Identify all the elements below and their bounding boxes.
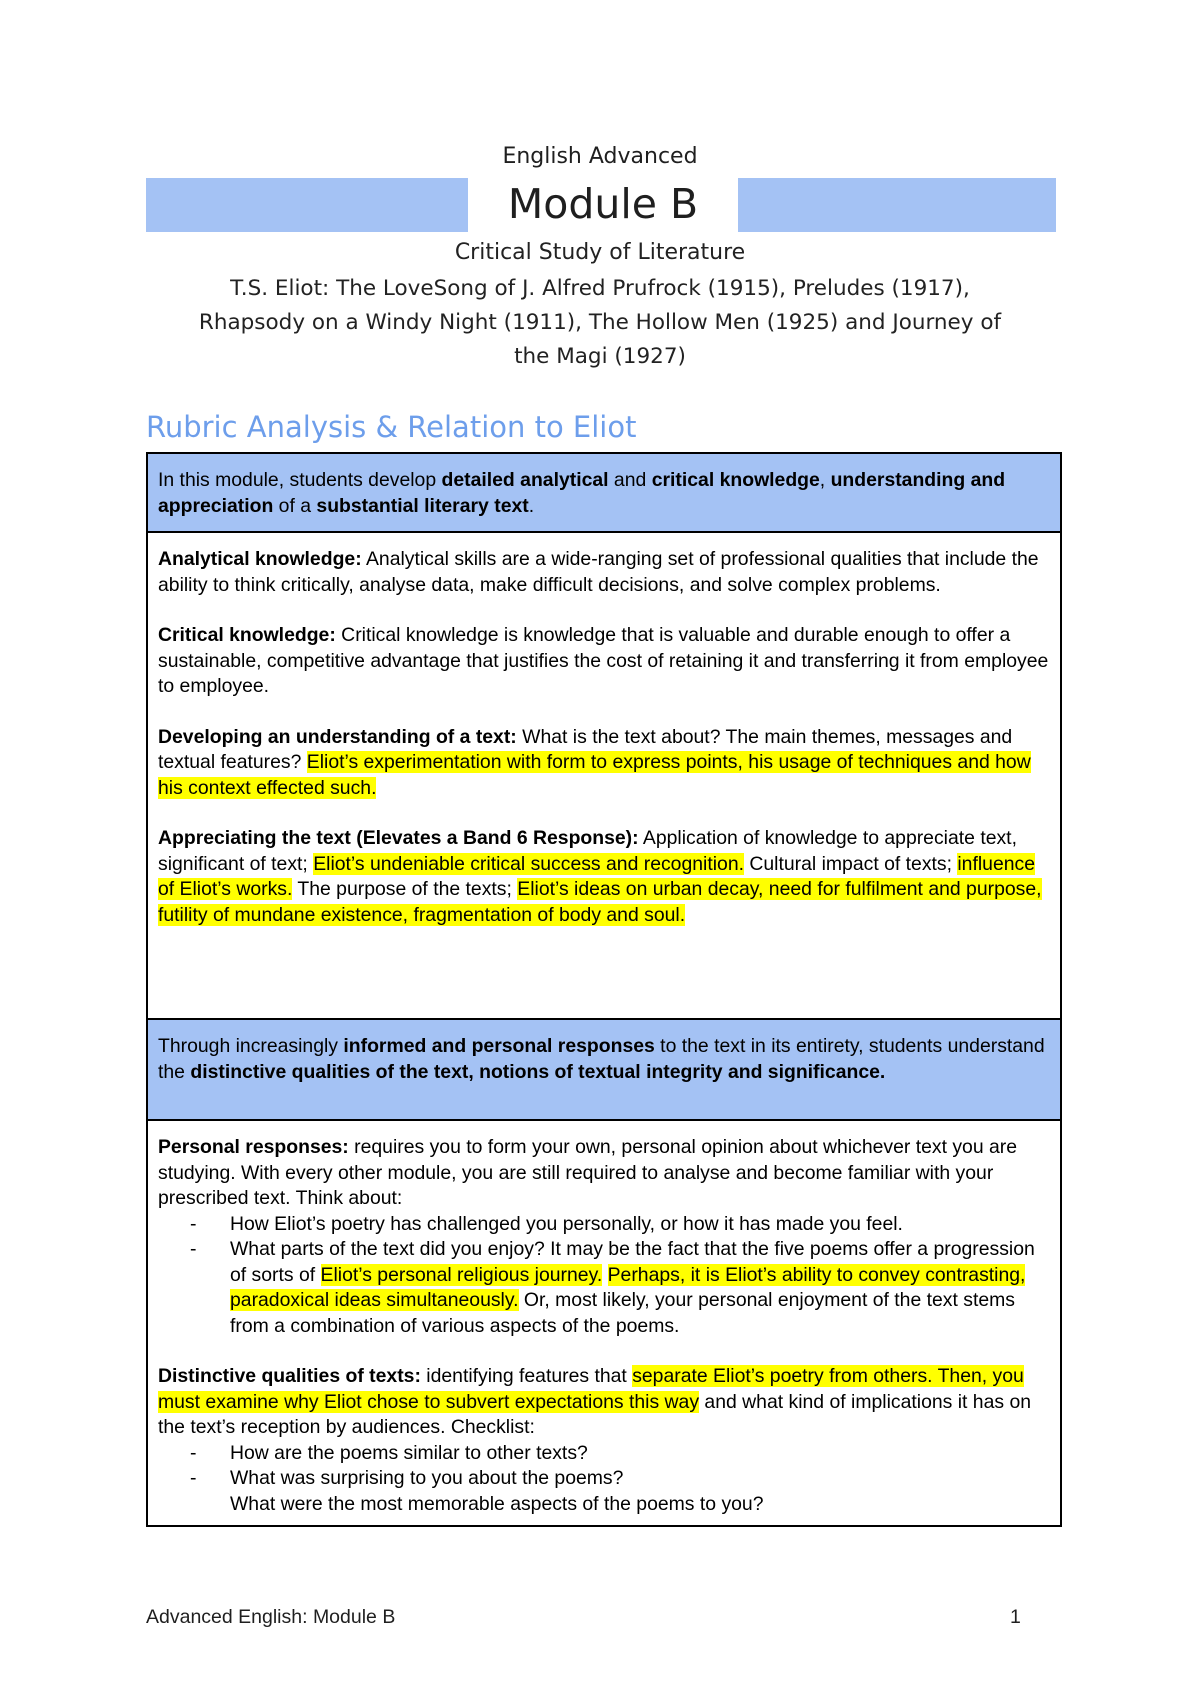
highlighted-text: influence of Eliot’s works. <box>158 852 1035 900</box>
developing-understanding-paragraph <box>158 725 1050 802</box>
text: What is the text about? The main themes, messages and textual features? <box>158 725 1013 773</box>
checklist-item <box>158 1466 1050 1492</box>
checklist-item-text: How are the poems similar to other texts? <box>230 1441 588 1464</box>
subject-label: English Advanced <box>502 144 698 169</box>
bold-text: detailed analytical <box>441 469 609 491</box>
bold-text: understanding and appreciation <box>158 469 1006 517</box>
bold-text: distinctive qualities of the text, notions of textual integrity and significance. <box>190 1060 886 1083</box>
rubric-table <box>146 452 1062 1527</box>
highlighted-text: Eliot’s personal religious journey. <box>320 1263 603 1286</box>
text: Critical knowledge is knowledge that is valuable and durable enough to offer a sustainable, competitive advantage that justifies the cost of retaining it and transferring it from employee to employee. <box>158 624 1049 697</box>
prescribed-texts-line: T.S. Eliot: The LoveSong of J. Alfred Prufrock (1915), Preludes (1917), <box>230 276 970 301</box>
personal-responses-paragraph <box>158 1135 1050 1212</box>
text: Through increasingly <box>158 1035 344 1057</box>
rubric-analysis-2 <box>148 1119 1060 1525</box>
checklist-item <box>158 1441 1050 1467</box>
prescribed-texts-line: the Magi (1927) <box>514 344 686 369</box>
distinctive-qualities-paragraph <box>158 1364 1050 1441</box>
text: and <box>608 469 652 491</box>
text: The purpose of the texts; <box>292 878 518 900</box>
list-item <box>158 1237 1050 1339</box>
appreciating-text-paragraph <box>158 826 1050 928</box>
term-label: Analytical knowledge: <box>158 548 362 570</box>
highlighted-text: Eliot’s experimentation with form to express points, his usage of techniques and how his context effected such. <box>158 751 1031 799</box>
checklist-item-text: What were the most memorable aspects of the poems to you? <box>230 1492 764 1515</box>
text <box>602 1264 607 1286</box>
prescribed-texts <box>140 272 1060 374</box>
text: Or, most likely, your personal enjoyment of the text stems from a combination of various aspects of the poems. <box>230 1289 1015 1337</box>
prescribed-texts-line: Rhapsody on a Windy Night (1911), The Hollow Men (1925) and Journey of <box>198 310 1002 335</box>
text: Analytical skills are a wide-ranging set of professional qualities that include the ability to think critically, analyse data, make difficult decisions, and solve complex problems. <box>158 548 1039 596</box>
footer-title: Advanced English: Module B <box>146 1606 396 1628</box>
rubric-statement-2 <box>148 1018 1060 1119</box>
text: of a <box>273 494 317 517</box>
rubric-analysis-1 <box>148 531 1060 1018</box>
term-label: Appreciating the text (Elevates a Band 6 Response): <box>158 827 639 849</box>
dash-bullet: - <box>190 1467 197 1489</box>
text: What parts of the text did you enjoy? It may be the fact that the five poems offer a progression of sorts of <box>230 1238 1035 1286</box>
bold-text: substantial literary text <box>316 494 529 517</box>
title-band-left <box>146 178 468 232</box>
dash-bullet: - <box>190 1212 197 1235</box>
bold-text: informed and personal responses <box>343 1035 655 1057</box>
text: to the text in its entirety, students understand the <box>158 1035 1045 1083</box>
page-number: 1 <box>1010 1606 1021 1628</box>
text: . <box>528 494 535 517</box>
text: In this module, students develop <box>158 469 442 491</box>
dash-bullet: - <box>190 1238 197 1260</box>
rubric-statement-1 <box>148 454 1060 531</box>
list-item-text: How Eliot’s poetry has challenged you personally, or how it has made you feel. <box>230 1212 903 1235</box>
text: , <box>819 469 831 491</box>
term-label: Distinctive qualities of texts: <box>158 1365 421 1387</box>
term-label: Personal responses: <box>158 1136 349 1158</box>
text: Cultural impact of texts; <box>744 852 958 875</box>
term-label: Critical knowledge: <box>158 624 336 646</box>
list-item-text <box>230 1237 1050 1339</box>
text: and what kind of implications it has on the text’s reception by audiences. Checklist: <box>158 1390 1032 1438</box>
title-band-right <box>738 178 1056 232</box>
highlighted-text: Eliot’s undeniable critical success and recognition. <box>313 852 744 875</box>
list-item <box>158 1212 1050 1238</box>
analytical-knowledge-paragraph <box>158 547 1050 598</box>
term-label: Developing an understanding of a text: <box>158 725 517 748</box>
module-title: Module B <box>507 180 699 228</box>
dash-bullet: - <box>190 1441 197 1464</box>
highlighted-text: Eliot’s ideas on urban decay, need for fulfilment and purpose, futility of mundane existence, fragmentation of body and soul. <box>158 878 1042 926</box>
bold-text: critical knowledge <box>651 469 820 491</box>
highlighted-text: separate Eliot’s poetry from others. Then, you must examine why Eliot chose to subvert expectations this way <box>158 1365 1024 1413</box>
checklist-item <box>158 1492 1050 1518</box>
text: requires you to form your own, personal opinion about whichever text you are studying. With every other module, you are still required to analyse and become familiar with your prescribed text. Think about: <box>158 1136 1018 1209</box>
section-heading: Rubric Analysis & Relation to Eliot <box>146 410 637 444</box>
checklist-item-text: What was surprising to you about the poems? <box>230 1467 624 1489</box>
text: Application of knowledge to appreciate text, significant of text; <box>158 827 1017 875</box>
highlighted-text: Perhaps, it is Eliot’s ability to convey contrasting, paradoxical ideas simultaneously. <box>230 1263 1026 1311</box>
subtitle: Critical Study of Literature <box>454 240 746 265</box>
critical-knowledge-paragraph <box>158 623 1050 700</box>
text: identifying features that <box>420 1365 633 1387</box>
